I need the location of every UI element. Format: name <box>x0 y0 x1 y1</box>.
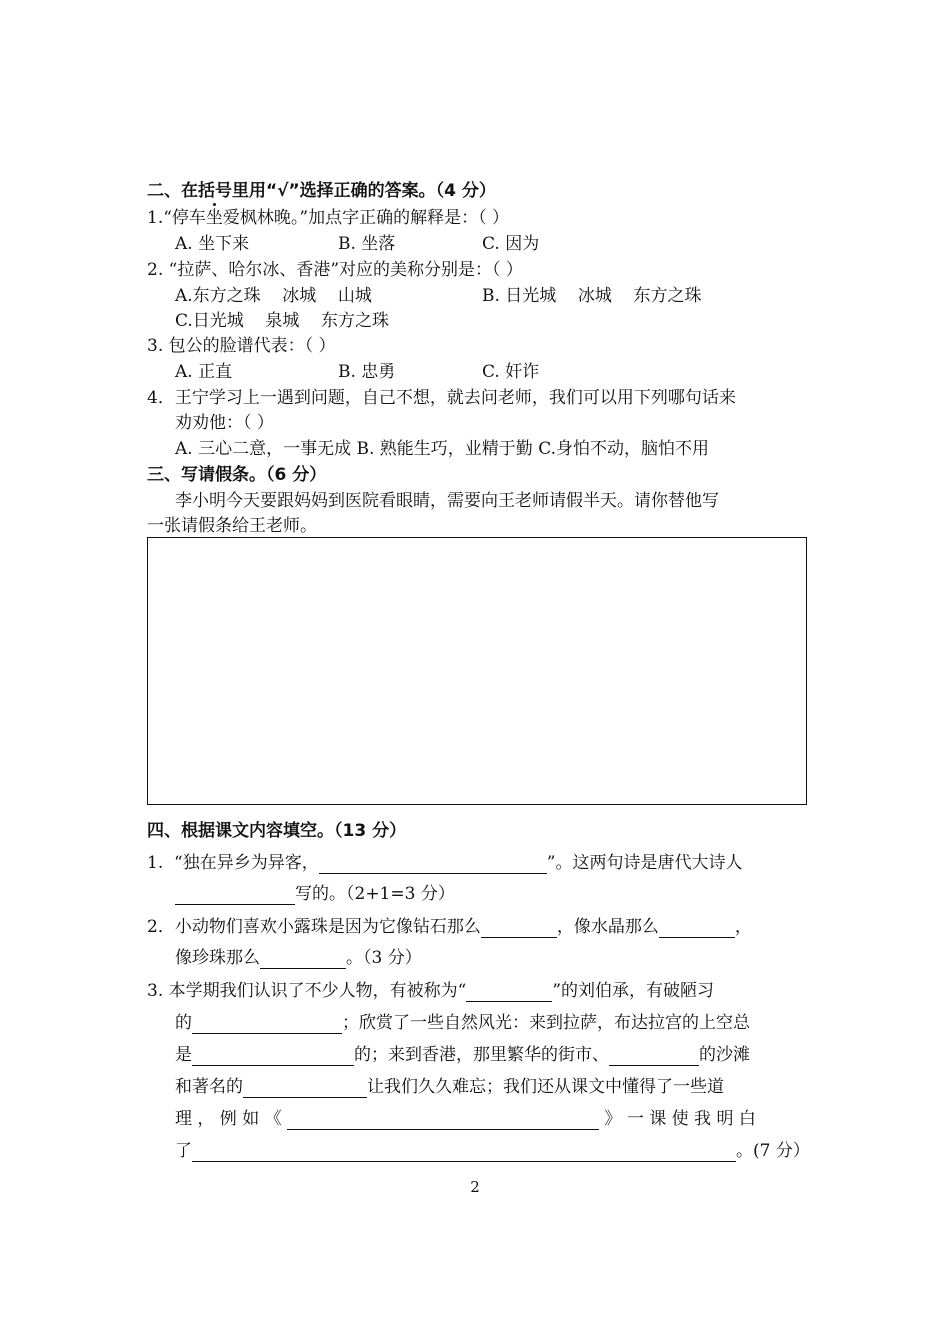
q2-3-stem: 3. 包公的脸谱代表：（ ） <box>147 336 336 356</box>
q4-3-text-6a: 了 <box>175 1141 192 1161</box>
q4-3-line3 <box>175 1044 750 1066</box>
q4-2-line1 <box>147 916 752 938</box>
section-3-prompt-line1: 李小明今天要跟妈妈到医院看眼睛，需要向王老师请假半天。请你替他写 <box>175 491 719 511</box>
q4-3-blank-person[interactable] <box>192 1015 342 1034</box>
q2-4-stem-line2: 劝劝他：（ ） <box>175 413 274 433</box>
q4-3-text-3c: 的沙滩 <box>699 1045 750 1065</box>
q4-3-blank-title[interactable] <box>466 983 552 1002</box>
q4-1-line2-text: 写的。（2+1=3 分） <box>295 884 455 904</box>
section-2-heading: 二、在括号里用“√”选择正确的答案。（4 分） <box>147 181 496 201</box>
q4-2-blank-crystal[interactable] <box>659 919 735 938</box>
q4-3-text-3a: 是 <box>175 1045 192 1065</box>
q4-3-blank-sky[interactable] <box>192 1047 354 1066</box>
section-4-heading: 四、根据课文内容填空。（13 分） <box>147 821 407 841</box>
q2-4-stem-line1: 4．王宁学习上一遇到问题，自己不想，就去问老师，我们可以用下列哪句话来 <box>147 388 736 408</box>
dotted-character: 坐 <box>205 208 223 228</box>
q4-2-text-c: ， <box>734 917 752 937</box>
q2-1-stem-after: 爱枫林晚。”加点字正确的解释是：（ ） <box>222 208 510 228</box>
q2-2-option-b: B. 日光城 冰城 东方之珠 <box>482 286 702 306</box>
q2-2-option-c: C.日光城 泉城 东方之珠 <box>175 311 390 331</box>
q4-3-text-3b: 的；来到香港，那里繁华的街市、 <box>354 1045 609 1065</box>
q4-2-blank-diamond[interactable] <box>481 919 557 938</box>
q4-3-text-1b: ”的刘伯承，有破陋习 <box>552 981 715 1001</box>
q4-3-text-4b: 让我们久久难忘；我们还从课文中懂得了一些道 <box>367 1077 724 1097</box>
q4-3-text-4a: 和著名的 <box>175 1077 243 1097</box>
q4-3-line6 <box>175 1140 810 1162</box>
q4-1-text-before: “独在异乡为异客， <box>174 853 319 873</box>
q2-1-option-a: A. 坐下来 <box>175 234 250 254</box>
page-number: 2 <box>470 1178 480 1196</box>
q2-2-stem: 2. “拉萨、哈尔冰、香港”对应的美称分别是：（ ） <box>147 260 523 280</box>
q2-1-option-c: C. 因为 <box>482 234 540 254</box>
q4-2-blank-pearl[interactable] <box>260 950 346 969</box>
q4-3-line2 <box>175 1012 750 1034</box>
section-3-prompt-line2: 一张请假条给王老师。 <box>147 516 317 536</box>
q4-3-blank-beach[interactable] <box>609 1047 699 1066</box>
q4-3-blank-understanding[interactable] <box>192 1143 736 1162</box>
q4-1-blank-poem[interactable] <box>319 855 547 874</box>
q2-2-option-a: A.东方之珠 冰城 山城 <box>175 286 372 306</box>
q4-3-text-5a: 理 ， 例 如 《 <box>175 1109 282 1129</box>
q4-2-text-b: ，像水晶那么 <box>556 917 659 937</box>
q4-3-text-5b: 》 一 课 使 我 明 白 <box>604 1109 756 1129</box>
q2-3-option-c: C. 奸诈 <box>482 362 540 382</box>
q2-1-option-b: B. 坐落 <box>338 234 396 254</box>
q4-3-blank-landmark[interactable] <box>243 1079 367 1098</box>
q2-3-option-a: A. 正直 <box>175 362 233 382</box>
q2-4-options: A. 三心二意，一事无成 B. 熟能生巧，业精于勤 C.身怕不动，脑怕不用 <box>175 439 709 459</box>
q4-3-blank-lesson[interactable] <box>287 1111 599 1130</box>
q2-1-stem <box>147 207 509 229</box>
q4-1-line2 <box>175 883 455 905</box>
q4-3-text-6b: 。(7 分） <box>736 1141 810 1161</box>
q4-2-line2 <box>175 947 422 969</box>
section-3-heading: 三、写请假条。（6 分） <box>147 465 327 485</box>
q4-3-line5 <box>175 1108 756 1130</box>
q4-2-text-e: 。（3 分） <box>346 948 422 968</box>
q4-2-text-d: 像珍珠那么 <box>175 948 260 968</box>
q4-3-text-1a: 3. 本学期我们认识了不少人物，有被称为“ <box>147 981 467 1001</box>
q4-1-blank-poet[interactable] <box>175 886 295 905</box>
q4-3-text-2a: 的 <box>175 1013 192 1033</box>
q4-1-line1 <box>147 852 742 874</box>
q4-1-text-after: ”。这两句诗是唐代大诗人 <box>546 853 743 873</box>
q4-2-text-a: 2．小动物们喜欢小露珠是因为它像钻石那么 <box>147 917 481 937</box>
q4-3-line4 <box>175 1076 724 1098</box>
leave-note-writing-box[interactable] <box>147 537 807 805</box>
q2-3-option-b: B. 忠勇 <box>338 362 396 382</box>
q4-1-number: 1. <box>147 853 164 873</box>
q4-3-text-2b: ；欣赏了一些自然风光：来到拉萨，布达拉宫的上空总 <box>342 1013 750 1033</box>
q2-1-stem-before: 1.“停车 <box>147 208 206 228</box>
q4-3-line1 <box>147 980 714 1002</box>
